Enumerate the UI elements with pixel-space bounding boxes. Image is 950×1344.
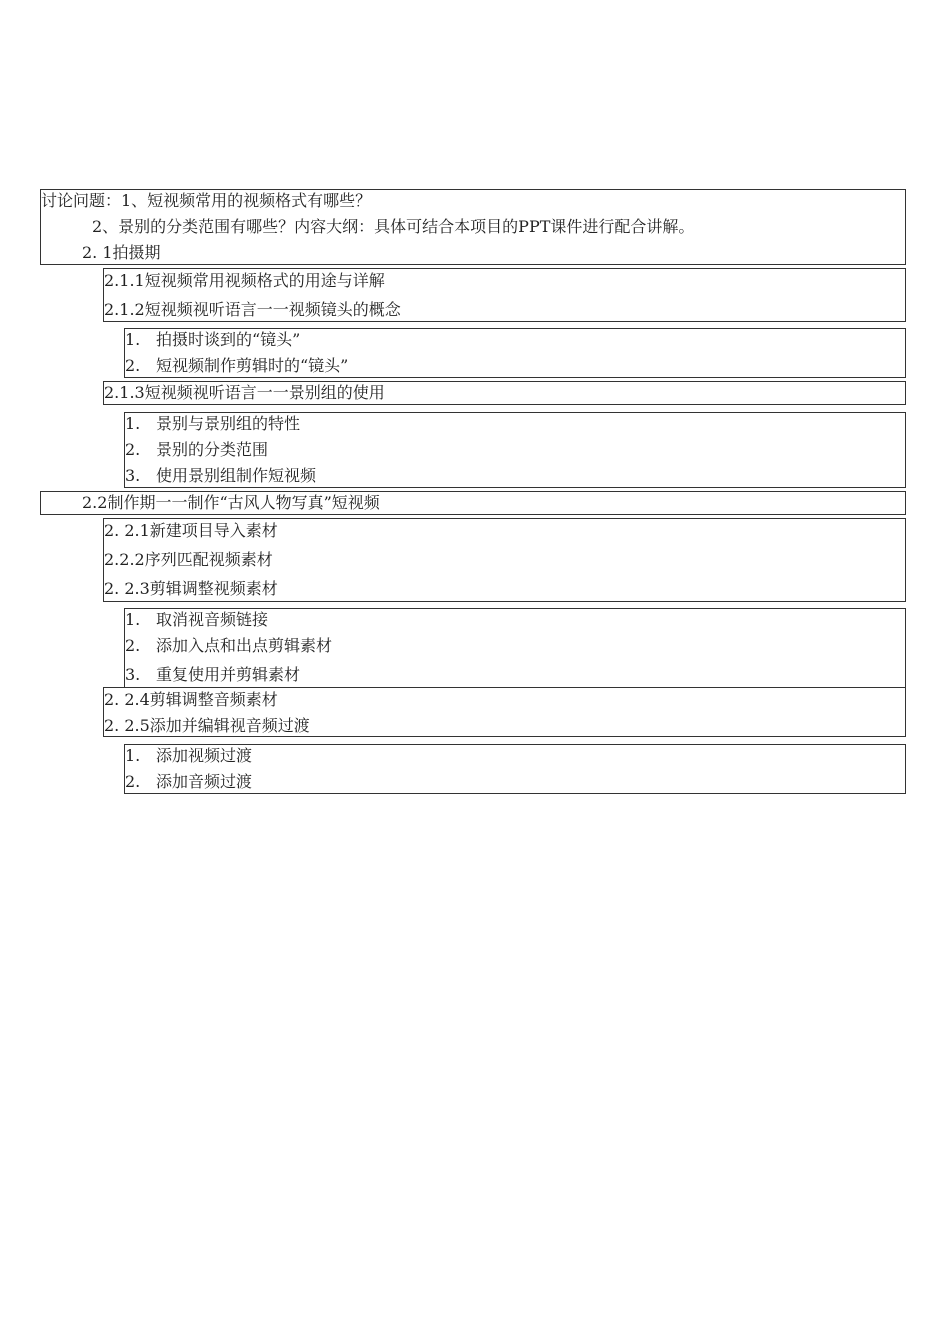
subsection-2-1-2: 2.1.2短视频视听语言一一视频镜头的概念 [104,300,401,319]
list-item: 2. 添加入点和出点剪辑素材 [125,636,333,655]
list-item: 3. 重复使用并剪辑素材 [125,665,301,684]
list-item: 1. 景别与景别组的特性 [125,414,301,433]
list-item: 2. 添加音频过渡 [125,772,253,791]
list-item: 1. 取消视音频链接 [125,610,269,629]
list-item: 1. 添加视频过渡 [125,746,253,765]
subsection-2-2-4: 2. 2.4剪辑调整音频素材 [104,690,278,709]
discussion-question-2: 2、景别的分类范围有哪些？内容大纲：具体可结合本项目的PPT课件进行配合讲解。 [92,217,695,236]
subsection-2-1-3: 2.1.3短视频视听语言一一景别组的使用 [104,383,385,402]
list-item: 2. 短视频制作剪辑时的“镜头” [125,356,349,375]
section-2-1-title: 2. 1拍摄期 [82,243,161,262]
subsection-2-2-2: 2.2.2序列匹配视频素材 [104,550,273,569]
list-item: 1. 拍摄时谈到的“镜头” [125,330,301,349]
list-item: 3. 使用景别组制作短视频 [125,466,317,485]
section-2-2-title: 2.2制作期一一制作“古风人物写真”短视频 [82,493,380,512]
subsection-2-1-1: 2.1.1短视频常用视频格式的用途与详解 [104,271,385,290]
subsection-2-2-1: 2. 2.1新建项目导入素材 [104,521,278,540]
discussion-question-1: 讨论问题：1、短视频常用的视频格式有哪些？ [41,191,372,210]
subsection-2-2-3: 2. 2.3剪辑调整视频素材 [104,579,278,598]
subsection-2-2-5: 2. 2.5添加并编辑视音频过渡 [104,716,310,735]
list-item: 2. 景别的分类范围 [125,440,269,459]
